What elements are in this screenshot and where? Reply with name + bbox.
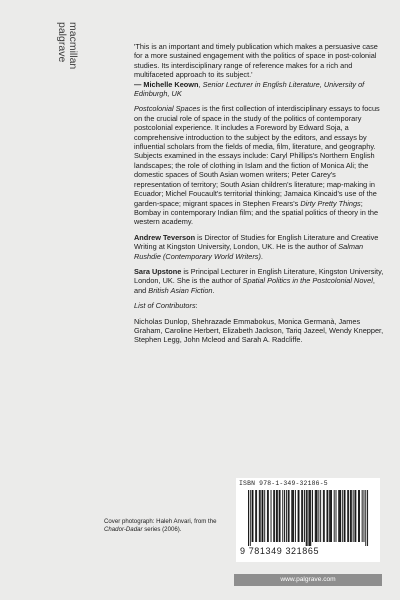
barcode-bar (310, 490, 311, 546)
logo-line-2: macmillan (67, 22, 79, 70)
book-title: Postcolonial Spaces (134, 104, 201, 114)
photographer: Haleh Anvari (156, 518, 191, 525)
barcode-bar (292, 490, 293, 542)
barcode-bar (318, 490, 319, 542)
barcode-bar (342, 490, 343, 542)
barcode-bar (359, 490, 360, 542)
editor-bio-2: Sara Upstone is Principal Lecturer in English Literature, Kingston University, London, UK. She is the author of Spatial Politics in the Postcolonial Novel, and British Asian Fiction. (134, 266, 384, 295)
barcode-bar (273, 490, 274, 542)
barcode-bar (293, 490, 294, 542)
barcode-bar (329, 490, 330, 542)
barcode-bar (339, 490, 340, 542)
barcode-bar (334, 490, 335, 542)
photo-series: Chador-Dadar (104, 526, 143, 533)
barcode-bar (363, 490, 364, 542)
editor-work: Salman Rushdie (Contemporary World Writers) (134, 242, 364, 261)
barcode-bar (358, 490, 359, 542)
publisher-website[interactable]: www.palgrave.com (234, 574, 382, 586)
editor-work: Spatial Politics in the Postcolonial Novel (242, 276, 373, 286)
barcode-bar (280, 490, 281, 542)
barcode-bar (347, 490, 348, 542)
contributors-heading: List of Contributors: (134, 301, 198, 311)
isbn-barcode (236, 478, 380, 562)
barcode-bar (355, 490, 356, 542)
endorser-affiliation: Senior Lecturer in English Literature, University of Edinburgh, UK (134, 79, 365, 99)
barcode-bar (323, 490, 324, 542)
barcode-bar (324, 490, 325, 542)
barcode-bar (312, 490, 313, 542)
barcode-bar (348, 490, 349, 542)
logo-line-1: palgrave (56, 22, 68, 63)
barcode-bar (295, 490, 296, 542)
barcode-bar (351, 490, 352, 542)
barcode-bar (282, 490, 283, 542)
barcode-bar (252, 490, 253, 542)
editor-name: Andrew Teverson (134, 232, 196, 242)
barcode-bar (264, 490, 265, 542)
endorser-name: Michelle Keown (143, 79, 199, 89)
barcode-bars (248, 490, 368, 546)
editor-work: British Asian Fiction (148, 285, 213, 295)
publisher-logo (50, 20, 79, 140)
barcode-bar (267, 490, 268, 542)
barcode-bar (291, 490, 292, 542)
barcode-bar (253, 490, 254, 542)
barcode-bar (276, 490, 277, 542)
barcode-bar (302, 490, 303, 542)
barcode-bar (330, 490, 331, 542)
barcode-bar (316, 490, 317, 542)
barcode-bar (279, 490, 280, 542)
barcode-bar (362, 490, 363, 542)
barcode-bar (277, 490, 278, 542)
barcode-bar (338, 490, 339, 542)
film-title: Dirty Pretty Things (300, 198, 361, 208)
barcode-bar (259, 490, 260, 542)
barcode-bar (262, 490, 263, 542)
barcode-bar (327, 490, 328, 542)
endorsement-quote: 'This is an important and timely publication which makes a persuasive case for a more sustained engagement with the politics of space in post-colonial studies. Its interdisciplinary range of reference makes for a rich and multifaceted approach to its subject.' (134, 42, 378, 80)
barcode-bar (315, 490, 316, 542)
barcode-bar (354, 490, 355, 542)
barcode-bar (367, 490, 368, 546)
editor-name: Sara Upstone (134, 266, 182, 276)
barcode-bar (268, 490, 269, 542)
barcode-bar (255, 490, 256, 542)
barcode-bar (284, 490, 285, 542)
barcode-bar (309, 490, 310, 546)
barcode-bar (331, 490, 332, 542)
barcode-bar (299, 490, 300, 542)
barcode-bar (308, 490, 309, 546)
barcode-bar (350, 490, 351, 542)
barcode-bar (250, 490, 251, 546)
cover-photo-credit: Cover photograph: Haleh Anvari, from the Chador-Dadar series (2006). (104, 518, 217, 533)
barcode-bar (271, 490, 272, 542)
barcode-bar (320, 490, 321, 542)
barcode-bar (345, 490, 346, 542)
barcode-bar (298, 490, 299, 542)
barcode-bar (301, 490, 302, 542)
book-description: Postcolonial Spaces is the first collection of interdisciplinary essays to focus on the crucial role of space in the study of the politics of contemporary postcolonial experience. It includes a Foreword by Edward Soja, a comprehensive introduction to the subject by the editors, and essays by influential scholars from the fields of media, film, literature, and geography. Subjects examined in the essays include: Caryl Phillips's Northern English landscapes; the role of clothing in Islam and the fiction of Monica Ali; the domestic spaces of South Asian women writers; Peter Carey's representation of territory; South Asian children's literature; map-making in Ecuador; Michel Foucault's territorial thinking; Jamaica Kincaid's use of the garden-space; migrant spaces in Stephen Frears's Dirty Pretty Things; Bombay in contemporary Indian film; and the spatial politics of theory in the western academy. (134, 104, 380, 227)
barcode-bar (336, 490, 337, 542)
endorsement (134, 42, 384, 98)
barcode-bar (304, 490, 305, 542)
barcode-bar (344, 490, 345, 542)
barcode-bar (286, 490, 287, 542)
barcode-bar (289, 490, 290, 542)
contributors-list: Nicholas Dunlop, Shehrazade Emmabokus, Monica Germanà, James Graham, Caroline Herbert, Elizabeth Jackson, Tariq Jazeel, Wendy Knepper, Stephen Legg, John Mcleod and Sarah A. Radcliffe. (134, 316, 384, 345)
barcode-bar (288, 490, 289, 542)
barcode-bar (260, 490, 261, 542)
barcode-bar (306, 490, 307, 546)
isbn-text: ISBN 978-1-349-32186-5 (239, 480, 328, 487)
barcode-bar (307, 490, 308, 546)
editor-bio-1: Andrew Teverson is Director of Studies for English Literature and Creative Writing at Kingston University, London, UK. He is the author of Salman Rushdie (Contemporary World Writers). (134, 232, 379, 261)
endorsement-attribution: — Michelle Keown, Senior Lecturer in English Literature, University of Edinburgh, UK (134, 79, 365, 99)
barcode-bar (248, 490, 249, 546)
barcode-bar (340, 490, 341, 542)
isbn-digits: 9 781349 321865 (240, 546, 320, 556)
barcode-bar (262, 490, 263, 542)
barcode-bar (274, 490, 275, 542)
barcode-bar (365, 490, 366, 546)
blurb (134, 42, 384, 351)
barcode-bar (327, 490, 328, 542)
barcode-bar (256, 490, 257, 542)
barcode-bar (317, 490, 318, 542)
barcode-bar (353, 490, 354, 542)
